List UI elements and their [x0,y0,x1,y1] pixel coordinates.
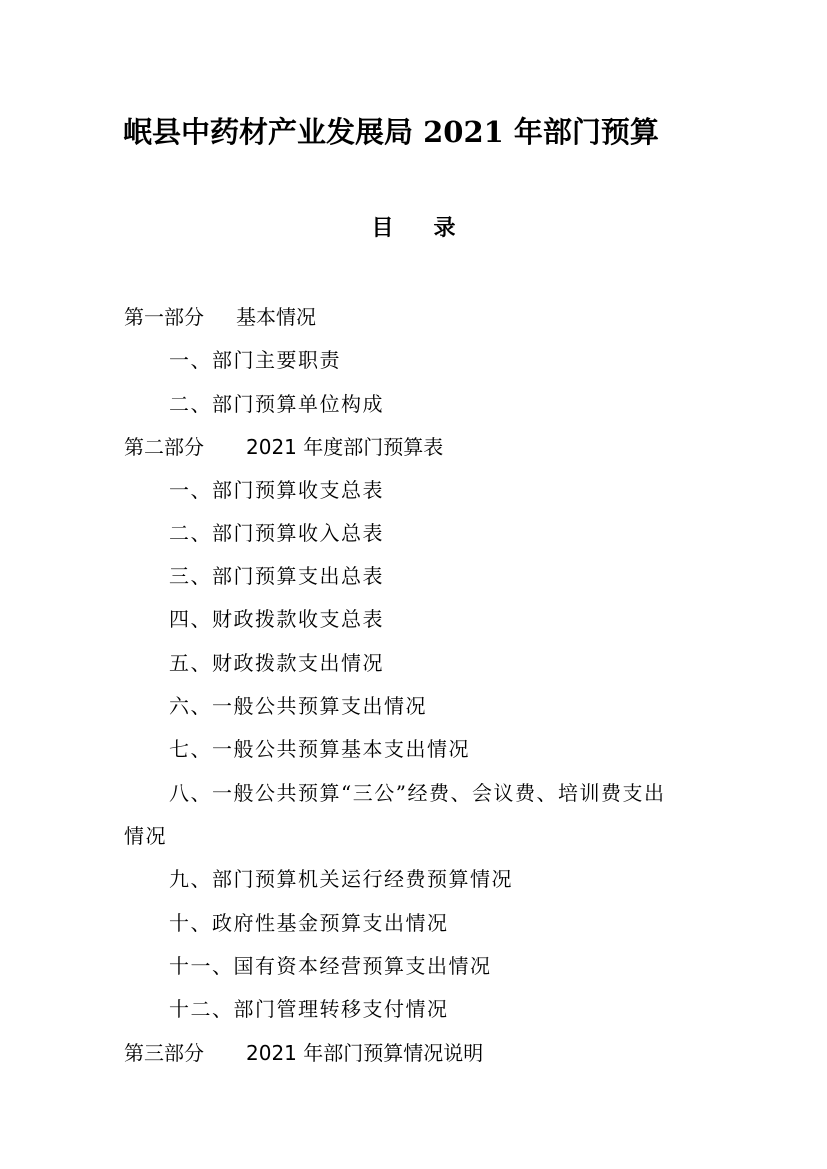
toc-item[interactable]: 四、财政拨款收支总表 [169,607,384,631]
toc-heading-char-1: 目 [371,216,394,241]
toc-item-continuation[interactable]: 情况 [124,824,167,848]
toc-part-2[interactable] [124,433,443,461]
document-title: 岷县中药材产业发展局 2021 年部门预算 [123,115,659,149]
toc-item[interactable]: 三、部门预算支出总表 [169,564,384,588]
toc-heading-char-2: 录 [433,216,456,241]
toc-part-title: 2021 年部门预算情况说明 [246,1041,484,1065]
toc-item[interactable]: 七、一般公共预算基本支出情况 [169,737,470,761]
toc-item[interactable]: 九、部门预算机关运行经费预算情况 [169,867,513,891]
toc-item[interactable]: 十一、国有资本经营预算支出情况 [169,954,492,978]
toc-part-1[interactable] [124,303,316,331]
toc-item[interactable]: 十、政府性基金预算支出情况 [169,911,449,935]
toc-item[interactable]: 一、部门主要职责 [169,348,341,372]
toc-heading [0,213,827,245]
toc-item[interactable]: 五、财政拨款支出情况 [169,651,384,675]
toc-item[interactable]: 六、一般公共预算支出情况 [169,694,427,718]
toc-part-label: 第二部分 [124,435,204,459]
toc-item[interactable]: 八、一般公共预算“三公”经费、会议费、培训费支出 [169,781,666,805]
toc-part-title: 基本情况 [236,305,316,329]
toc-part-label: 第三部分 [124,1041,204,1065]
toc-item[interactable]: 二、部门预算收入总表 [169,521,384,545]
toc-part-label: 第一部分 [124,305,204,329]
toc-item[interactable]: 十二、部门管理转移支付情况 [169,997,449,1021]
toc-item[interactable]: 一、部门预算收支总表 [169,478,384,502]
toc-part-3[interactable] [124,1039,483,1067]
toc-part-title: 2021 年度部门预算表 [246,435,444,459]
toc-item[interactable]: 二、部门预算单位构成 [169,392,384,416]
